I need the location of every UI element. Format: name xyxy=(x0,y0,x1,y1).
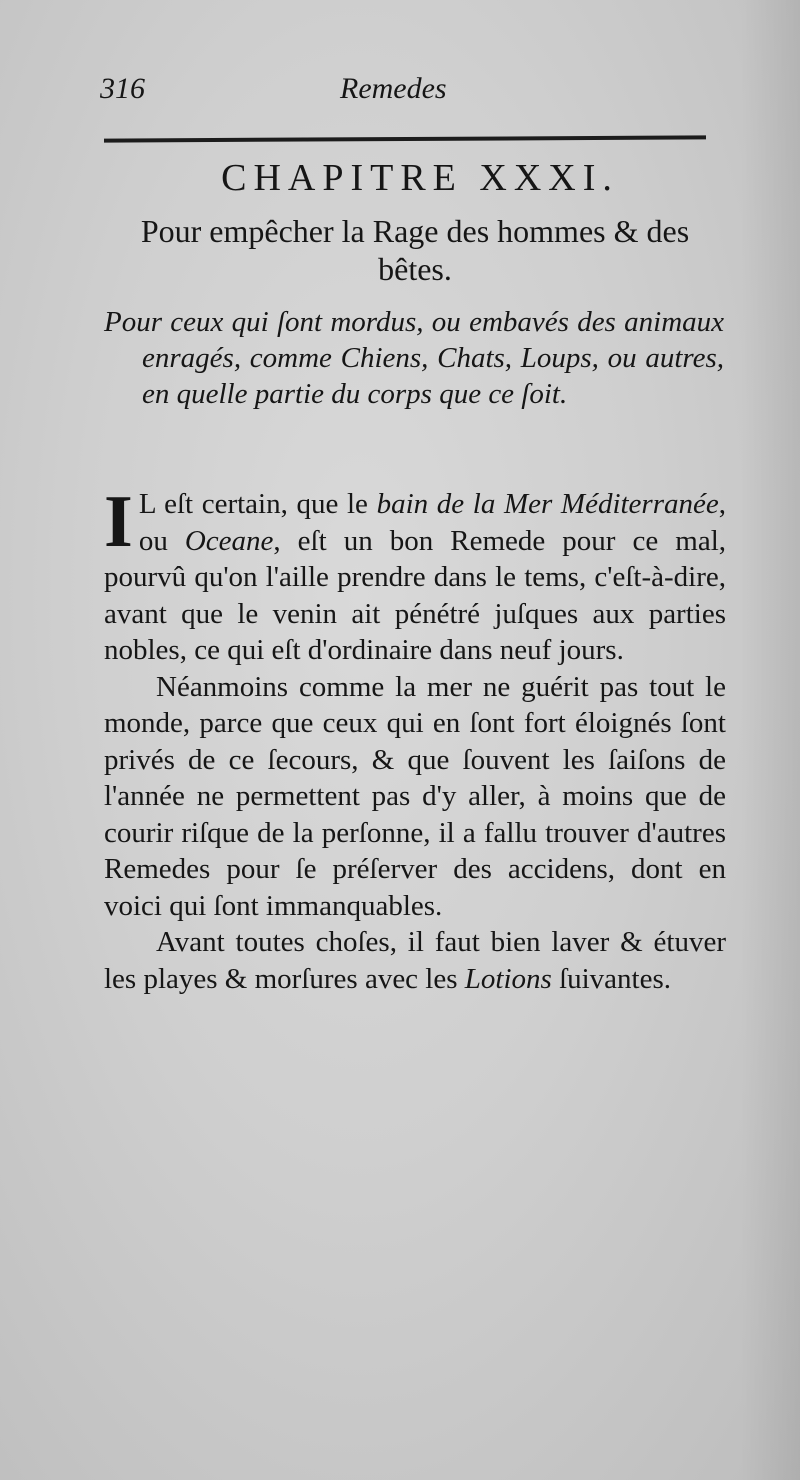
paragraph xyxy=(104,669,726,925)
page-edge-shadow xyxy=(740,0,800,1480)
text-segment: , ou xyxy=(138,488,726,557)
chapter-heading: CHAPITRE XXXI. xyxy=(221,157,619,199)
text-segment: ſuivantes. xyxy=(551,962,672,995)
text-segment: L eſt certain, que le xyxy=(138,488,377,520)
subtitle-first-line: Pour ceux qui ſont mordus, ou embavés des xyxy=(104,306,616,338)
text-segment: , eſt un bon Remede pour ce mal, pourvû qu'on l'aille prendre dans le tems, c'eſt-à-dire, avant que le venin ait pénétré juſques aux parties nobles, ce qui eſt d'ordinaire dans neuf jours. xyxy=(104,524,726,666)
header-rule xyxy=(104,135,706,142)
page-number: 316 xyxy=(100,72,145,105)
text-segment: Avant toutes choſes, il faut bien laver & étuver les playes & morſures avec les xyxy=(104,926,726,995)
italic-segment: Lotions xyxy=(464,962,552,995)
text-segment: Néanmoins comme la mer ne guérit pas tout le monde, parce que ceux qui en ſont fort éloignés ſont privés de ce ſecours, & que ſouvent les ſaiſons de l'année ne permettent pas d'y aller, à moins que de courir riſque de la perſonne, il a fallu trouver d'autres Remedes pour ſe préſerver des accidens, dont en voici qui ſont immanquables. xyxy=(104,670,726,922)
italic-segment: Oceane xyxy=(184,524,274,557)
drop-cap: I xyxy=(104,481,133,563)
running-head xyxy=(100,72,710,116)
paragraph xyxy=(104,481,726,669)
subtitle-rest: animaux enragés, comme Chiens, Chats, Loups, ou autres, en quelle partie du corps que ce ſoit. xyxy=(142,306,725,410)
paragraph xyxy=(104,924,726,997)
running-title: Remedes xyxy=(340,72,447,105)
chapter-subtitle xyxy=(104,304,724,412)
italic-segment: bain de la Mer Méditerranée xyxy=(376,488,719,520)
body-text xyxy=(104,481,726,997)
chapter-title: Pour empêcher la Rage des hommes & des bêtes. xyxy=(140,213,690,287)
